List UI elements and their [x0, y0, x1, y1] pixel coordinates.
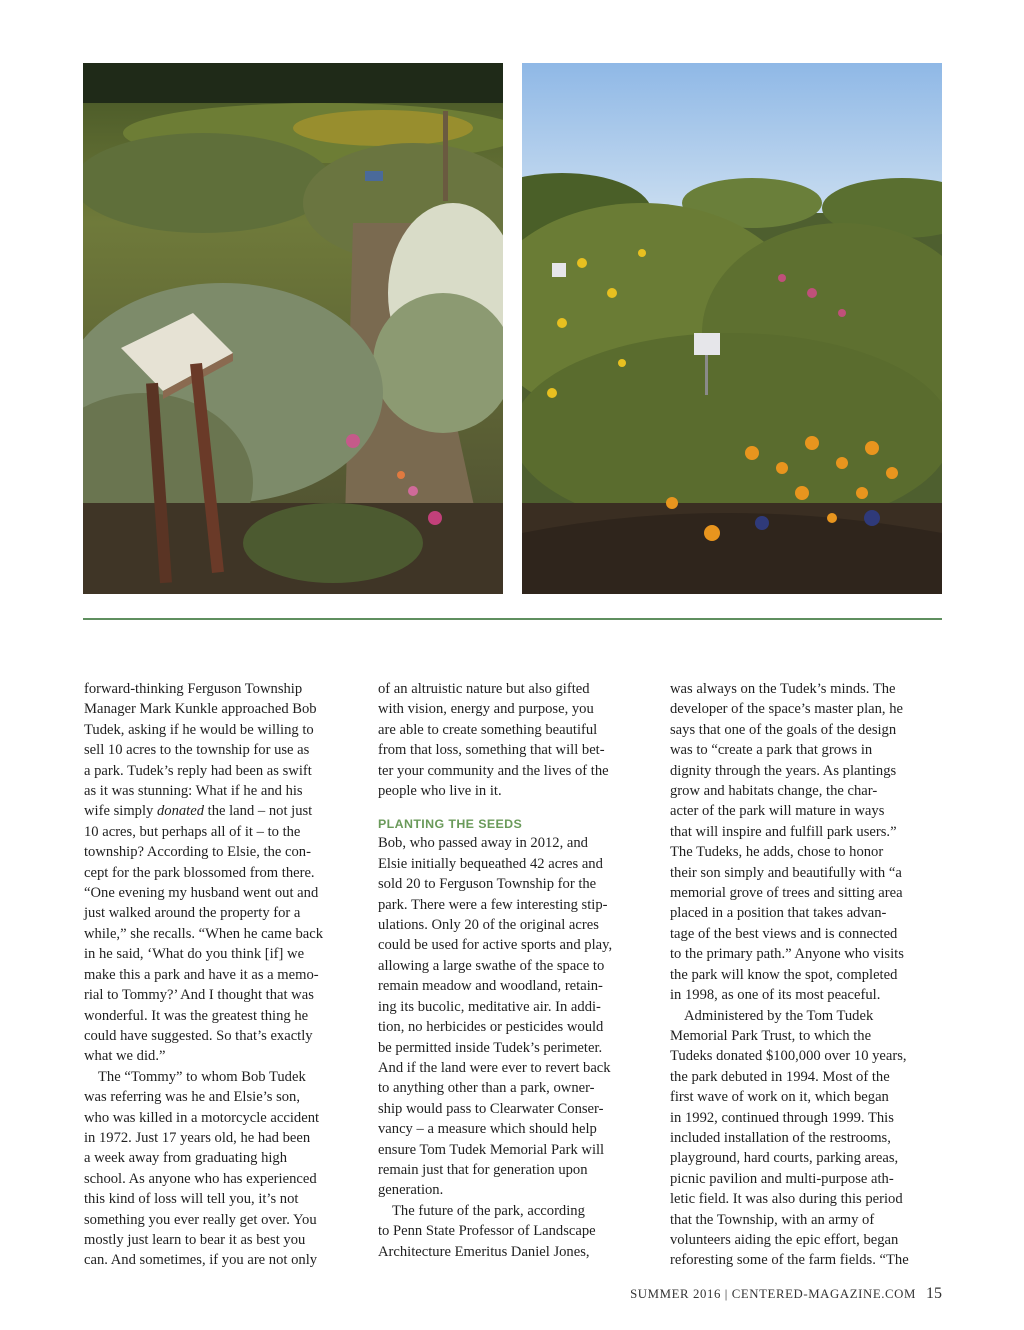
text-line: “One evening my husband went out and [84, 885, 319, 902]
text-line: ter your community and the lives of the [378, 762, 609, 779]
text-line: in 1972. Just 17 years old, he had been [84, 1129, 311, 1146]
text-line: to Penn State Professor of Landscape [378, 1223, 596, 1240]
text-line: acter of the park will mature in ways [670, 803, 885, 820]
text-line: what we did.” [84, 1048, 166, 1065]
text-line: the park will know the spot, completed [670, 966, 898, 983]
text-line: could have suggested. So that’s exactly [84, 1027, 313, 1044]
article-column-2 [378, 679, 660, 1262]
text-line: developer of the space’s master plan, he [670, 701, 904, 718]
text-line: from that loss, something that will bet- [378, 742, 605, 759]
text-line: grow and habitats change, the char- [670, 783, 878, 800]
text-line: first wave of work on it, which began [670, 1089, 889, 1106]
text-line: the park debuted in 1994. Most of the [670, 1068, 890, 1085]
text-line: people who live in it. [378, 783, 502, 800]
text-line: reforesting some of the farm fields. “The [670, 1252, 909, 1269]
text-line: a park. Tudek’s reply had been as swift [84, 762, 312, 779]
text-line: Bob, who passed away in 2012, and [378, 835, 588, 852]
text-line: that the Township, with an army of [670, 1211, 875, 1228]
text-line: Elsie initially bequeathed 42 acres and [378, 855, 603, 872]
text-line: 10 acres, but perhaps all of it – to the [84, 823, 301, 840]
text-line: says that one of the goals of the design [670, 721, 897, 738]
text-line: dignity through the years. As plantings [670, 762, 897, 779]
text-line: letic field. It was also during this period [670, 1191, 903, 1208]
text-line: was referring was he and Elsie’s son, [84, 1089, 301, 1106]
text-line: mostly just learn to bear it as best you [84, 1231, 306, 1248]
garden-path-photo [83, 63, 503, 594]
text-line: who was killed in a motorcycle accident [84, 1109, 320, 1126]
page-number: 15 [926, 1285, 942, 1302]
text-line: as it was stunning: What if he and his [84, 783, 303, 800]
page-footer [560, 1285, 942, 1303]
text-line: The future of the park, according [392, 1202, 585, 1219]
text-line: playground, hard courts, parking areas, [670, 1150, 899, 1167]
text-line: Architecture Emeritus Daniel Jones, [378, 1243, 590, 1260]
text-line: ensure Tom Tudek Memorial Park will [378, 1141, 605, 1158]
section-divider [83, 618, 942, 620]
text-line: The “Tommy” to whom Bob Tudek [98, 1068, 306, 1085]
text-line: was always on the Tudek’s minds. The [670, 681, 896, 697]
text-line: sell 10 acres to the township for use as [84, 742, 310, 759]
text-line: tion, no herbicides or pesticides would [378, 1019, 604, 1036]
text-line: allowing a large swathe of the space to [378, 957, 605, 974]
text-line: remain just that for generation upon [378, 1161, 588, 1178]
text-line: Memorial Park Trust, to which the [670, 1027, 872, 1044]
text-line: volunteers aiding the epic effort, began [670, 1231, 899, 1248]
text-line: to anything other than a park, owner- [378, 1080, 595, 1097]
text-line: wonderful. It was the greatest thing he [84, 1007, 309, 1024]
text-line: cept for the park blossomed from there. [84, 864, 315, 881]
text-line: in 1992, continued through 1999. This [670, 1109, 894, 1126]
text-line: Tudeks donated $100,000 over 10 years, [670, 1048, 907, 1065]
text-line: just walked around the property for a [84, 905, 301, 922]
section-heading: PLANTING THE SEEDS [378, 817, 523, 832]
text-line: vancy – a measure which should help [378, 1121, 597, 1138]
text-line: can. And sometimes, if you are not only [84, 1252, 318, 1269]
text-line: was to “create a park that grows in [670, 742, 873, 759]
text-line: their son simply and beautifully with “a [670, 864, 902, 881]
text-line: be permitted inside Tudek’s perimeter. [378, 1039, 603, 1056]
text-line: ship would pass to Clearwater Conser- [378, 1100, 604, 1117]
text-line: this kind of loss will tell you, it’s not [84, 1191, 299, 1208]
wildflower-bed-photo [522, 63, 942, 594]
text-line: park. There were a few interesting stip- [378, 896, 608, 913]
text-line: tage of the best views and is connected [670, 925, 898, 942]
text-line: while,” she recalls. “When he came back [84, 925, 324, 942]
text-line: in he said, ‘What do you think [if] we [84, 946, 305, 963]
text-line: The Tudeks, he adds, chose to honor [670, 844, 884, 861]
text-line: of an altruistic nature but also gifted [378, 681, 590, 697]
text-line: rial to Tommy?’ And I thought that was [84, 987, 314, 1004]
text-line: make this a park and have it as a memo- [84, 966, 319, 983]
text-line: included installation of the restrooms, [670, 1129, 891, 1146]
text-line: ing its bucolic, meditative air. In addi- [378, 998, 601, 1015]
text-line: that will inspire and fulfill park users.” [670, 823, 897, 840]
text-line: forward-thinking Ferguson Township [84, 681, 303, 697]
text-line: ulations. Only 20 of the original acres [378, 917, 599, 934]
text-line: sold 20 to Ferguson Township for the [378, 876, 597, 893]
text-line: Tudek, asking if he would be willing to [84, 721, 314, 738]
text-line: memorial grove of trees and sitting area [670, 885, 903, 902]
text-line: remain meadow and woodland, retain- [378, 978, 603, 995]
text-line: picnic pavilion and multi-purpose ath- [670, 1170, 894, 1187]
text-line: Manager Mark Kunkle approached Bob [84, 701, 317, 718]
footer-text: SUMMER 2016 | CENTERED-MAGAZINE.COM [630, 1287, 916, 1301]
text-line: to the primary path.” Anyone who visits [670, 946, 904, 963]
article-column-3 [670, 679, 952, 1271]
text-line: could be used for active sports and play, [378, 937, 613, 954]
text-line: something you ever really get over. You [84, 1211, 317, 1228]
text-line: in 1998, as one of its most peaceful. [670, 987, 881, 1004]
text-line: Administered by the Tom Tudek [684, 1007, 874, 1024]
text-line: a week away from graduating high [84, 1150, 288, 1167]
text-line: school. As anyone who has experienced [84, 1170, 317, 1187]
text-line: township? According to Elsie, the con- [84, 844, 311, 861]
text-line: are able to create something beautiful [378, 721, 598, 738]
text-line: placed in a position that takes advan- [670, 905, 887, 922]
article-column-1 [84, 679, 366, 1271]
text-line: with vision, energy and purpose, you [378, 701, 594, 718]
text-line: And if the land were ever to revert back [378, 1059, 611, 1076]
text-line: generation. [378, 1182, 444, 1199]
text-line: wife simply donated the land – not just [84, 803, 313, 820]
